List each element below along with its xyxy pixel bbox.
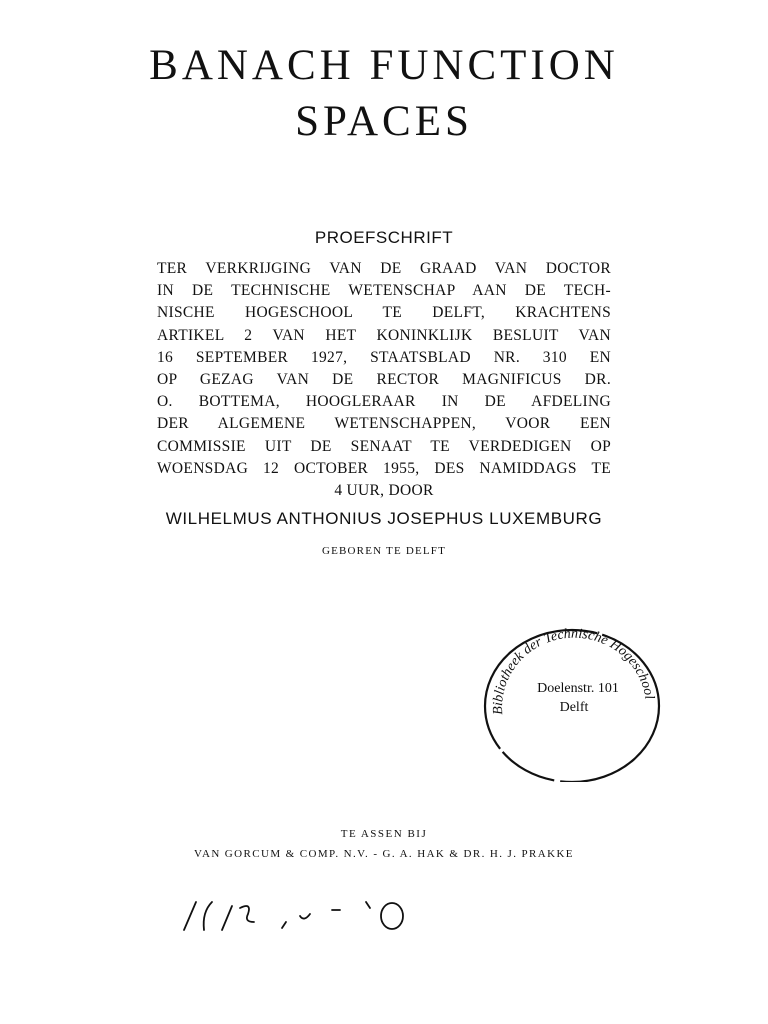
handwritten-shelfmark — [170, 892, 420, 942]
author-name: WILHELMUS ANTHONIUS JOSEPHUS LUXEMBURG — [165, 509, 603, 528]
birthplace-line: GEBOREN TE DELFT — [321, 545, 447, 557]
publisher-names: VAN GORCUM & COMP. N.V. - G. A. HAK & DR. H. J. PRAKKE — [194, 848, 574, 860]
handwritten-strokes — [184, 902, 403, 930]
title-line-1: BANACH FUNCTION — [149, 42, 619, 89]
statement-line-last: 4 UUR, DOOR — [334, 481, 434, 499]
statement-line: ARTIKEL 2 VAN HET KONINKLIJK BESLUIT VAN — [157, 326, 611, 344]
subtitle-proefschrift: PROEFSCHRIFT — [314, 228, 454, 247]
statement-line: OP GEZAG VAN DE RECTOR MAGNIFICUS DR. — [157, 370, 611, 388]
statement-line: NISCHE HOGESCHOOL TE DELFT, KRACHTENS — [157, 304, 611, 322]
stamp-address-line2: Delft — [559, 700, 589, 715]
stamp-address-line1: Doelenstr. 101 — [537, 681, 619, 696]
title-line-2: SPACES — [295, 98, 473, 145]
statement-line: 16 SEPTEMBER 1927, STAATSBLAD NR. 310 EN — [157, 348, 611, 366]
statement-line: WOENSDAG 12 OCTOBER 1955, DES NAMIDDAGS TE — [157, 459, 611, 477]
statement-line: IN DE TECHNISCHE WETENSCHAP AAN DE TECH- — [157, 282, 611, 300]
statement-line: TER VERKRIJGING VAN DE GRAAD VAN DOCTOR — [157, 260, 611, 277]
statement-line: DER ALGEMENE WETENSCHAPPEN, VOOR EEN — [157, 415, 611, 433]
library-stamp — [476, 612, 666, 782]
statement-line: O. BOTTEMA, HOOGLERAAR IN DE AFDELING — [157, 393, 611, 411]
stamp-ring-text: Bibliotheek der Technische Hogeschool — [490, 626, 657, 716]
statement-line: COMMISSIE UIT DE SENAAT TE VERDEDIGEN OP — [157, 437, 611, 455]
dissertation-statement — [157, 258, 611, 502]
publisher-location: TE ASSEN BIJ — [340, 828, 428, 840]
